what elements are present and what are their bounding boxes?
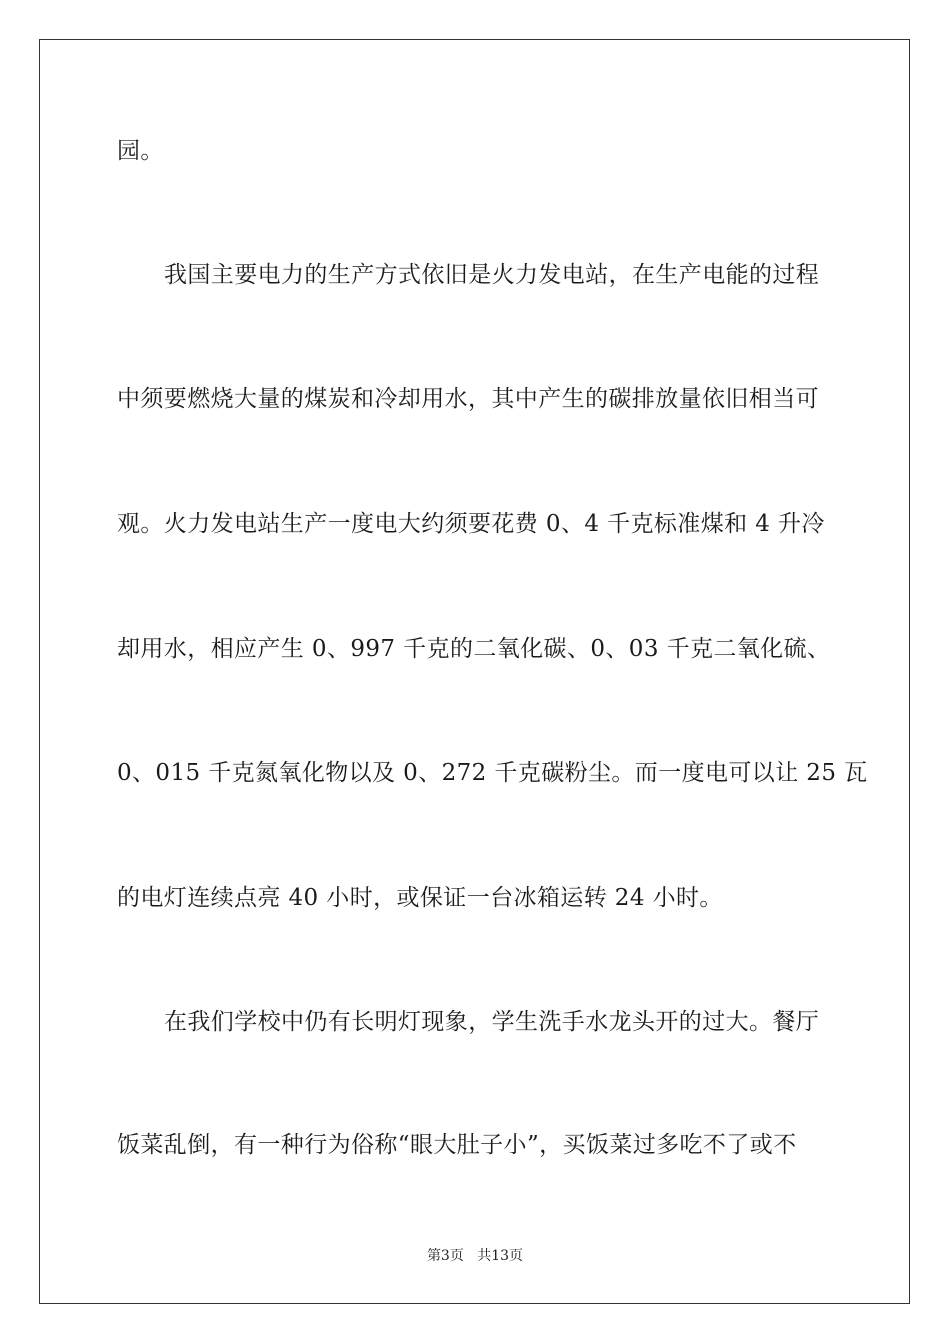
paragraph-2-line-3: 观。火力发电站生产一度电大约须要花费 0、4 千克标准煤和 4 升冷 (117, 511, 825, 537)
paragraph-2-line-6: 的电灯连续点亮 40 小时，或保证一台冰箱运转 24 小时。 (117, 885, 723, 911)
paragraph-2-line-2: 中须要燃烧大量的煤炭和冷却用水，其中产生的碳排放量依旧相当可 (117, 386, 819, 412)
paragraph-3-line-2: 饭菜乱倒，有一种行为俗称“眼大肚子小”，买饭菜过多吃不了或不 (117, 1132, 797, 1158)
page-footer (0, 1247, 950, 1265)
text-line-1: 园。 (117, 138, 164, 164)
page-number: 第3页 (426, 1248, 464, 1264)
paragraph-2-line-1: 我国主要电力的生产方式依旧是火力发电站，在生产电能的过程 (164, 262, 820, 288)
page-border (39, 39, 910, 1304)
page-total: 共13页 (477, 1248, 524, 1264)
paragraph-2-line-5: 0、015 千克氮氧化物以及 0、272 千克碳粉尘。而一度电可以让 25 瓦 (117, 760, 868, 786)
paragraph-3-line-1: 在我们学校中仍有长明灯现象，学生洗手水龙头开的过大。餐厅 (164, 1009, 820, 1035)
paragraph-2-line-4: 却用水，相应产生 0、997 千克的二氧化碳、0、03 千克二氧化硫、 (117, 636, 831, 662)
